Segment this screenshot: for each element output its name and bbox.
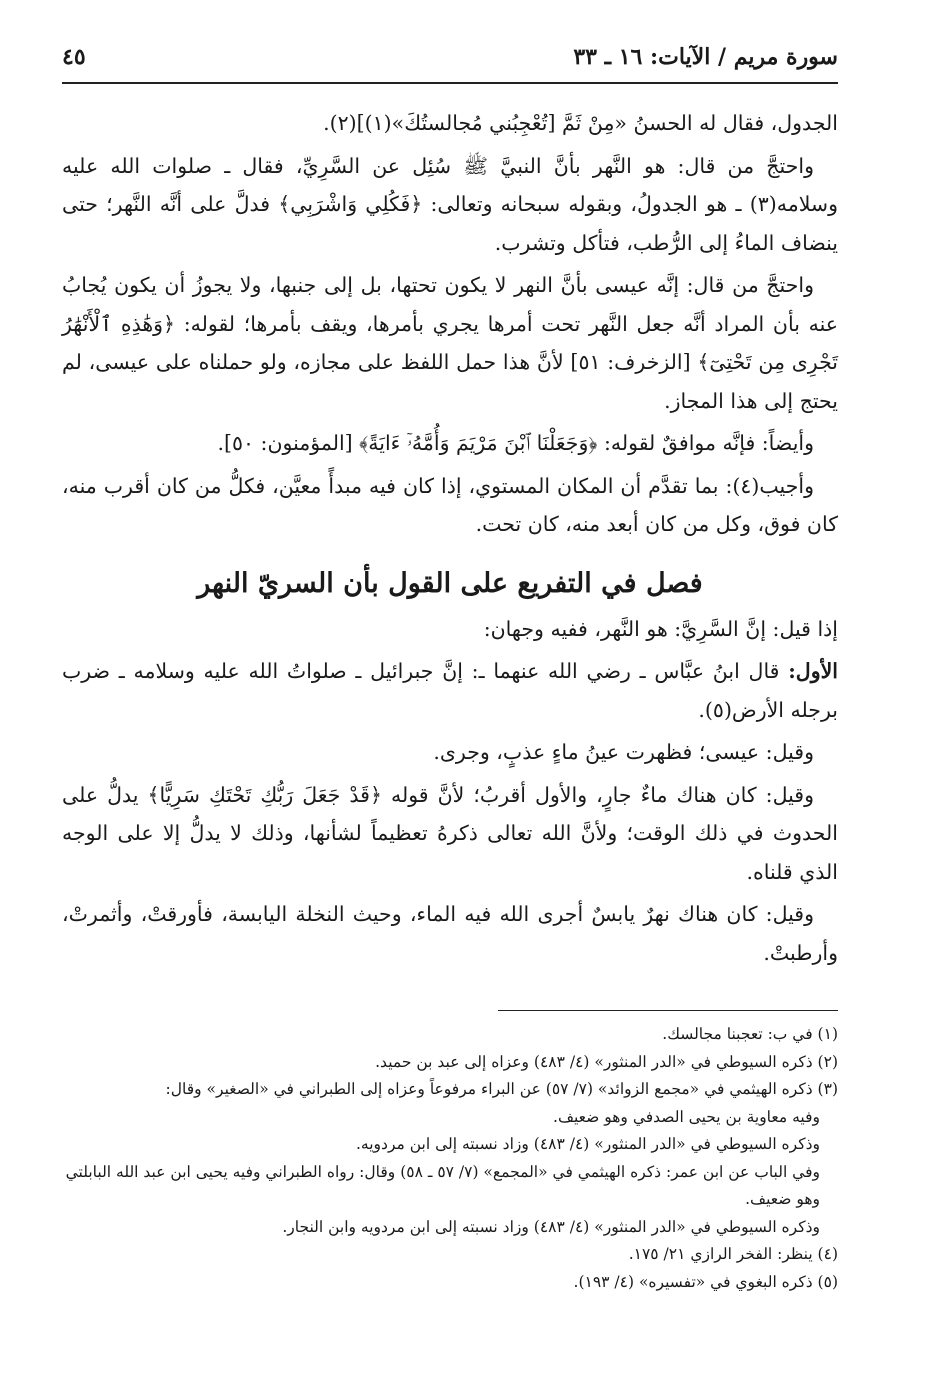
first-text: قال ابنُ عبَّاس ـ رضي الله عنهما ـ: إنَّ جبرائيل ـ صلواتُ الله عليه وسلامه ـ ضرب برجله الأرض(٥). (62, 659, 838, 722)
footnote-continuation: وذكره السيوطي في «الدر المنثور» (٤/ ٤٨٣) وزاد نسبته إلى ابن مردويه وابن النجار. (282, 1217, 820, 1236)
book-page (62, 38, 838, 1296)
footnote: (٢) ذكره السيوطي في «الدر المنثور» (٤/ ٤٨٣) وعزاه إلى عبد بن حميد. (375, 1052, 838, 1071)
section-intro: إذا قيل: إنَّ السَّرِيَّ: هو النَّهر، ففيه وجهان: (483, 616, 838, 641)
section-heading: فصل في التفريع على القول بأن السريّ النهر (197, 567, 703, 599)
paragraph: وأجيب(٤): بما تقدَّم أن المكان المستوي، إذا كان فيه مبدأً معيَّن، فكلُّ من كان أقرب منه، كان فوق، وكل من كان أبعد منه، كان تحت. (62, 473, 838, 536)
paragraph: وقيل: كان هناك نهرٌ يابسٌ أجرى الله فيه الماء، وحيث النخلة اليابسة، فأورقتْ، وأثمرتْ، وأرطبتْ. (62, 902, 838, 965)
footnote-continuation: وذكره السيوطي في «الدر المنثور» (٤/ ٤٨٣) وزاد نسبته إلى ابن مردويه. (356, 1135, 820, 1153)
footnote: (٥) ذكره البغوي في «تفسيره» (٤/ ١٩٣). (573, 1272, 838, 1291)
page-header (62, 38, 838, 84)
running-title: سورة مريم / الآيات: ١٦ ـ ٣٣ (573, 44, 838, 70)
paragraph: وأيضاً: فإنَّه موافقٌ لقوله: ﴿وَجَعَلْنَا ٱبْنَ مَرْيَمَ وَأُمَّهُۥٓ ءَايَةً﴾ [المؤمنون: ٥٠]. (217, 431, 814, 455)
paragraph: واحتجَّ من قال: إنَّه عيسى بأنَّ النهر لا يكون تحتها، بل إلى جنبها، ولا يجوزُ أن يكون يُجابُ عنه بأن المراد أنَّه جعل النَّهر تحت أمرها يجري بأمرها، ويقف بأمرها؛ لقوله: ﴿وَهَٰذِهِ ٱلْأَنْهَٰرُ تَجْرِى مِن تَحْتِىٓ﴾ [الزخرف: ٥١] لأنَّ هذا حمل اللفظ على مجازه، ولو حملناه على عيسى، لم يحتج إلى هذا المجاز. (62, 273, 839, 413)
paragraph: الجدول، فقال له الحسنُ «مِنْ ثَمَّ [تُعْجِبُني مُجالستُكَ»(١)](٢). (323, 111, 838, 135)
page-number: ٤٥ (62, 44, 86, 70)
footnote-separator (498, 1010, 838, 1011)
footnote: (٤) ينظر: الفخر الرازي ٢١/ ١٧٥. (628, 1245, 838, 1263)
paragraph: وقيل: كان هناك ماءٌ جارٍ، والأول أقربُ؛ لأنَّ قوله ﴿قَدْ جَعَلَ رَبُّكِ تَحْتَكِ سَرِيًّا﴾ يدلُّ على الحدوث في ذلك الوقت؛ ولأنَّ الله تعالى ذكرهُ تعظيماً لشأنها، وذلك لا يدلُّ إلا على الوجه الذي قلناه. (62, 782, 838, 884)
footnote-continuation: وفي الباب عن ابن عمر: ذكره الهيثمي في «المجمع» (٧/ ٥٧ ـ ٥٨) وقال: رواه الطبراني وفيه يحيى ابن عبد الله البابلتي وهو ضعيف. (65, 1162, 820, 1208)
paragraph: وقيل: عيسى؛ فظهرت عينُ ماءٍ عذبٍ، وجرى. (433, 740, 814, 764)
footnote: (٣) ذكره الهيثمي في «مجمع الزوائد» (٧/ ٥٧) عن البراء مرفوعاً وعزاه إلى الطبراني في «الصغير» وقال: (165, 1080, 838, 1098)
main-text (62, 104, 838, 972)
paragraph: واحتجَّ من قال: هو النَّهر بأنَّ النبيَّ ﷺ سُئِل عن السَّرِيِّ، فقال ـ صلوات الله عليه وسلامه(٣) ـ هو الجدولُ، وبقوله سبحانه وتعالى: ﴿فَكُلِي وَاشْرَبِي﴾ فدلَّ على أنَّه النَّهر؛ حتى ينضاف الماءُ إلى الرُّطب، فتأكل وتشرب. (62, 153, 838, 255)
first-label: الأول: (788, 659, 838, 683)
paragraph-first-aspect (62, 652, 838, 729)
footnotes (62, 1021, 838, 1296)
footnote-continuation: وفيه معاوية بن يحيى الصدفي وهو ضعيف. (553, 1107, 820, 1126)
footnote: (١) في ب: تعجبنا مجالسك. (662, 1025, 838, 1043)
